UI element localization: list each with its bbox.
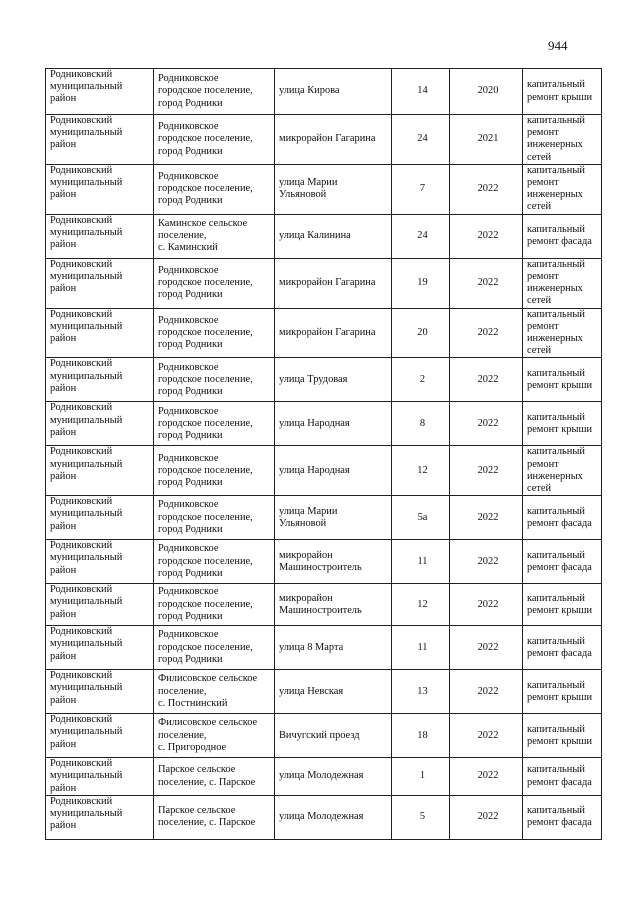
house-number-cell (392, 308, 450, 358)
settlement-cell-text: Родниковское городское поселение, город Родники (158, 543, 253, 579)
street-cell (275, 214, 392, 258)
work-type-cell (523, 446, 602, 496)
settlement-cell (154, 795, 275, 839)
year-cell (450, 69, 523, 115)
district-cell (46, 164, 154, 214)
street-cell-text: улица Марии Ульяновой (279, 505, 338, 529)
year-cell (450, 446, 523, 496)
year-cell-text: 2022 (477, 373, 499, 385)
district-cell-text: Родниковский муниципальный район (50, 164, 123, 201)
table-row (46, 496, 602, 540)
house-number-cell (392, 214, 450, 258)
house-number-cell-text: 7 (419, 183, 426, 195)
settlement-cell (154, 258, 275, 308)
table-body (46, 69, 602, 840)
street-cell-text: улица Невская (279, 685, 344, 697)
year-cell-text: 2022 (477, 641, 499, 653)
work-type-cell-text: капитальный ремонт инженерных сетей (527, 164, 585, 213)
house-number-cell-text: 2 (419, 373, 426, 385)
settlement-cell-text: Родниковское городское поселение, город Родники (158, 170, 253, 207)
settlement-cell (154, 69, 275, 115)
street-cell (275, 69, 392, 115)
street-cell-text: улица Народная (279, 417, 350, 429)
work-type-cell-text: капитальный ремонт крыши (527, 79, 593, 103)
street-cell (275, 446, 392, 496)
year-cell (450, 670, 523, 714)
street-cell-text: микрорайон Гагарина (279, 326, 376, 338)
street-cell-text: улица Трудовая (279, 373, 348, 385)
work-type-cell-text: капитальный ремонт инженерных сетей (527, 115, 585, 163)
house-number-cell-text: 5 (419, 811, 426, 823)
work-type-cell-text: капитальный ремонт фасада (527, 764, 592, 788)
work-type-cell (523, 714, 602, 758)
street-cell (275, 402, 392, 446)
house-number-cell-text: 19 (417, 277, 428, 289)
house-number-cell (392, 115, 450, 165)
house-number-cell-text: 5а (417, 511, 428, 523)
district-cell (46, 214, 154, 258)
table-row (46, 714, 602, 758)
street-cell (275, 758, 392, 796)
year-cell (450, 358, 523, 402)
house-number-cell (392, 69, 450, 115)
year-cell-text: 2022 (477, 685, 499, 697)
settlement-cell-text: Родниковское городское поселение, город Родники (158, 361, 253, 398)
work-type-cell-text: капитальный ремонт фасада (527, 505, 592, 529)
district-cell (46, 308, 154, 358)
district-cell-text: Родниковский муниципальный район (50, 714, 123, 750)
table-row (46, 358, 602, 402)
settlement-cell (154, 402, 275, 446)
year-cell (450, 402, 523, 446)
district-cell (46, 540, 154, 584)
house-number-cell-text: 14 (417, 85, 428, 97)
year-cell-text: 2022 (477, 511, 499, 523)
settlement-cell (154, 214, 275, 258)
work-type-cell (523, 584, 602, 626)
repair-schedule-table (45, 68, 602, 840)
settlement-cell (154, 446, 275, 496)
district-cell (46, 795, 154, 839)
settlement-cell-text: Родниковское городское поселение, город Родники (158, 629, 253, 665)
work-type-cell-text: капитальный ремонт инженерных сетей (527, 258, 585, 307)
year-cell-text: 2020 (477, 85, 499, 97)
work-type-cell (523, 670, 602, 714)
work-type-cell (523, 626, 602, 670)
district-cell (46, 496, 154, 540)
work-type-cell (523, 308, 602, 358)
work-type-cell (523, 214, 602, 258)
house-number-cell (392, 496, 450, 540)
street-cell (275, 358, 392, 402)
table-row (46, 402, 602, 446)
street-cell (275, 795, 392, 839)
table-row (46, 540, 602, 584)
house-number-cell-text: 24 (417, 133, 428, 145)
district-cell-text: Родниковский муниципальный район (50, 358, 123, 394)
house-number-cell (392, 795, 450, 839)
street-cell (275, 584, 392, 626)
district-cell-text: Родниковский муниципальный район (50, 584, 123, 620)
district-cell-text: Родниковский муниципальный район (50, 214, 123, 251)
street-cell-text: микрорайон Машиностроитель (279, 549, 362, 573)
settlement-cell (154, 164, 275, 214)
year-cell (450, 496, 523, 540)
year-cell-text: 2022 (477, 230, 499, 242)
work-type-cell (523, 795, 602, 839)
work-type-cell-text: капитальный ремонт фасада (527, 549, 592, 573)
house-number-cell (392, 626, 450, 670)
settlement-cell-text: Филисовское сельское поселение, с. Пригородное (158, 717, 258, 753)
district-cell-text: Родниковский муниципальный район (50, 670, 123, 706)
district-cell (46, 69, 154, 115)
district-cell-text: Родниковский муниципальный район (50, 758, 123, 794)
house-number-cell-text: 24 (417, 230, 428, 242)
street-cell-text: улица Калинина (279, 230, 351, 242)
year-cell-text: 2022 (477, 598, 499, 610)
settlement-cell-text: Родниковское городское поселение, город Родники (158, 314, 253, 351)
table-row (46, 758, 602, 796)
settlement-cell (154, 758, 275, 796)
house-number-cell (392, 540, 450, 584)
district-cell (46, 358, 154, 402)
house-number-cell-text: 1 (419, 770, 426, 782)
settlement-cell-text: Родниковское городское поселение, город Родники (158, 452, 253, 488)
district-cell (46, 714, 154, 758)
district-cell-text: Родниковский муниципальный район (50, 496, 123, 532)
street-cell (275, 714, 392, 758)
table-row (46, 308, 602, 358)
work-type-cell-text: капитальный ремонт фасада (527, 635, 592, 659)
table-row (46, 164, 602, 214)
year-cell (450, 758, 523, 796)
year-cell (450, 258, 523, 308)
street-cell (275, 258, 392, 308)
year-cell (450, 626, 523, 670)
year-cell (450, 584, 523, 626)
work-type-cell-text: капитальный ремонт инженерных сетей (527, 308, 585, 357)
house-number-cell-text: 20 (417, 326, 428, 338)
work-type-cell (523, 758, 602, 796)
settlement-cell-text: Родниковское городское поселение, город Родники (158, 499, 253, 535)
table-row (46, 626, 602, 670)
year-cell (450, 795, 523, 839)
settlement-cell-text: Родниковское городское поселение, город Родники (158, 586, 253, 622)
house-number-cell (392, 164, 450, 214)
table-row (46, 795, 602, 839)
settlement-cell (154, 670, 275, 714)
settlement-cell-text: Родниковское городское поселение, город Родники (158, 405, 253, 442)
street-cell (275, 670, 392, 714)
settlement-cell-text: Родниковское городское поселение, город Родники (158, 121, 253, 157)
district-cell (46, 670, 154, 714)
year-cell-text: 2022 (477, 277, 499, 289)
year-cell-text: 2022 (477, 770, 499, 782)
settlement-cell (154, 308, 275, 358)
table-row (46, 214, 602, 258)
work-type-cell-text: капитальный ремонт фасада (527, 805, 592, 829)
table-row (46, 115, 602, 165)
work-type-cell (523, 402, 602, 446)
work-type-cell (523, 115, 602, 165)
settlement-cell (154, 540, 275, 584)
house-number-cell (392, 258, 450, 308)
table-row (46, 584, 602, 626)
year-cell (450, 714, 523, 758)
street-cell-text: улица Молодежная (279, 770, 364, 782)
table-row (46, 446, 602, 496)
house-number-cell-text: 12 (417, 464, 428, 476)
district-cell-text: Родниковский муниципальный район (50, 308, 123, 345)
street-cell-text: улица Народная (279, 464, 350, 476)
house-number-cell-text: 18 (417, 729, 428, 741)
settlement-cell (154, 584, 275, 626)
house-number-cell (392, 670, 450, 714)
district-cell-text: Родниковский муниципальный район (50, 258, 123, 295)
street-cell (275, 626, 392, 670)
work-type-cell (523, 540, 602, 584)
house-number-cell (392, 446, 450, 496)
street-cell (275, 308, 392, 358)
work-type-cell-text: капитальный ремонт крыши (527, 411, 593, 435)
house-number-cell (392, 358, 450, 402)
settlement-cell-text: Родниковское городское поселение, город Родники (158, 264, 253, 301)
street-cell-text: улица Молодежная (279, 811, 364, 823)
year-cell-text: 2022 (477, 326, 499, 338)
settlement-cell-text: Парское сельское поселение, с. Парское (158, 764, 256, 788)
settlement-cell-text: Каминское сельское поселение, с. Каминский (158, 217, 248, 254)
district-cell-text: Родниковский муниципальный район (50, 795, 123, 832)
district-cell-text: Родниковский муниципальный район (50, 69, 123, 105)
settlement-cell (154, 115, 275, 165)
street-cell (275, 115, 392, 165)
year-cell (450, 164, 523, 214)
house-number-cell-text: 8 (419, 417, 426, 429)
work-type-cell-text: капитальный ремонт крыши (527, 679, 593, 703)
district-cell (46, 446, 154, 496)
district-cell-text: Родниковский муниципальный район (50, 446, 123, 482)
year-cell (450, 115, 523, 165)
work-type-cell (523, 69, 602, 115)
year-cell-text: 2022 (477, 464, 499, 476)
year-cell-text: 2022 (477, 811, 499, 823)
settlement-cell (154, 626, 275, 670)
district-cell (46, 758, 154, 796)
district-cell (46, 626, 154, 670)
house-number-cell (392, 584, 450, 626)
table-row (46, 258, 602, 308)
district-cell-text: Родниковский муниципальный район (50, 540, 123, 576)
year-cell (450, 308, 523, 358)
year-cell (450, 540, 523, 584)
street-cell-text: микрорайон Гагарина (279, 277, 376, 289)
house-number-cell-text: 13 (417, 685, 428, 697)
work-type-cell (523, 164, 602, 214)
work-type-cell-text: капитальный ремонт фасада (527, 223, 592, 248)
street-cell (275, 496, 392, 540)
work-type-cell (523, 258, 602, 308)
street-cell (275, 540, 392, 584)
work-type-cell-text: капитальный ремонт крыши (527, 592, 593, 616)
house-number-cell-text: 11 (417, 555, 428, 567)
work-type-cell (523, 358, 602, 402)
table-row (46, 69, 602, 115)
work-type-cell (523, 496, 602, 540)
street-cell-text: улица Марии Ульяновой (279, 177, 338, 201)
house-number-cell (392, 714, 450, 758)
settlement-cell (154, 714, 275, 758)
year-cell (450, 214, 523, 258)
year-cell-text: 2022 (477, 555, 499, 567)
street-cell-text: улица Кирова (279, 85, 340, 97)
street-cell-text: микрорайон Гагарина (279, 133, 376, 145)
street-cell-text: улица 8 Марта (279, 641, 344, 653)
house-number-cell-text: 12 (417, 598, 428, 610)
district-cell (46, 115, 154, 165)
house-number-cell (392, 758, 450, 796)
year-cell-text: 2022 (477, 417, 499, 429)
page-number: 944 (548, 38, 568, 53)
district-cell (46, 258, 154, 308)
district-cell-text: Родниковский муниципальный район (50, 115, 123, 151)
settlement-cell-text: Парское сельское поселение, с. Парское (158, 805, 256, 829)
district-cell-text: Родниковский муниципальный район (50, 402, 123, 438)
district-cell (46, 584, 154, 626)
street-cell-text: микрорайон Машиностроитель (279, 592, 362, 616)
street-cell (275, 164, 392, 214)
year-cell-text: 2022 (477, 729, 499, 741)
year-cell-text: 2021 (477, 133, 499, 145)
district-cell-text: Родниковский муниципальный район (50, 626, 123, 662)
house-number-cell (392, 402, 450, 446)
district-cell (46, 402, 154, 446)
settlement-cell (154, 496, 275, 540)
house-number-cell-text: 11 (417, 641, 428, 653)
year-cell-text: 2022 (477, 183, 499, 195)
street-cell-text: Вичугский проезд (279, 729, 360, 741)
work-type-cell-text: капитальный ремонт крыши (527, 367, 593, 391)
work-type-cell-text: капитальный ремонт инженерных сетей (527, 446, 585, 495)
work-type-cell-text: капитальный ремонт крыши (527, 723, 593, 747)
settlement-cell-text: Родниковское городское поселение, город Родники (158, 73, 253, 109)
settlement-cell (154, 358, 275, 402)
table-row (46, 670, 602, 714)
settlement-cell-text: Филисовское сельское поселение, с. Постнинский (158, 673, 258, 709)
